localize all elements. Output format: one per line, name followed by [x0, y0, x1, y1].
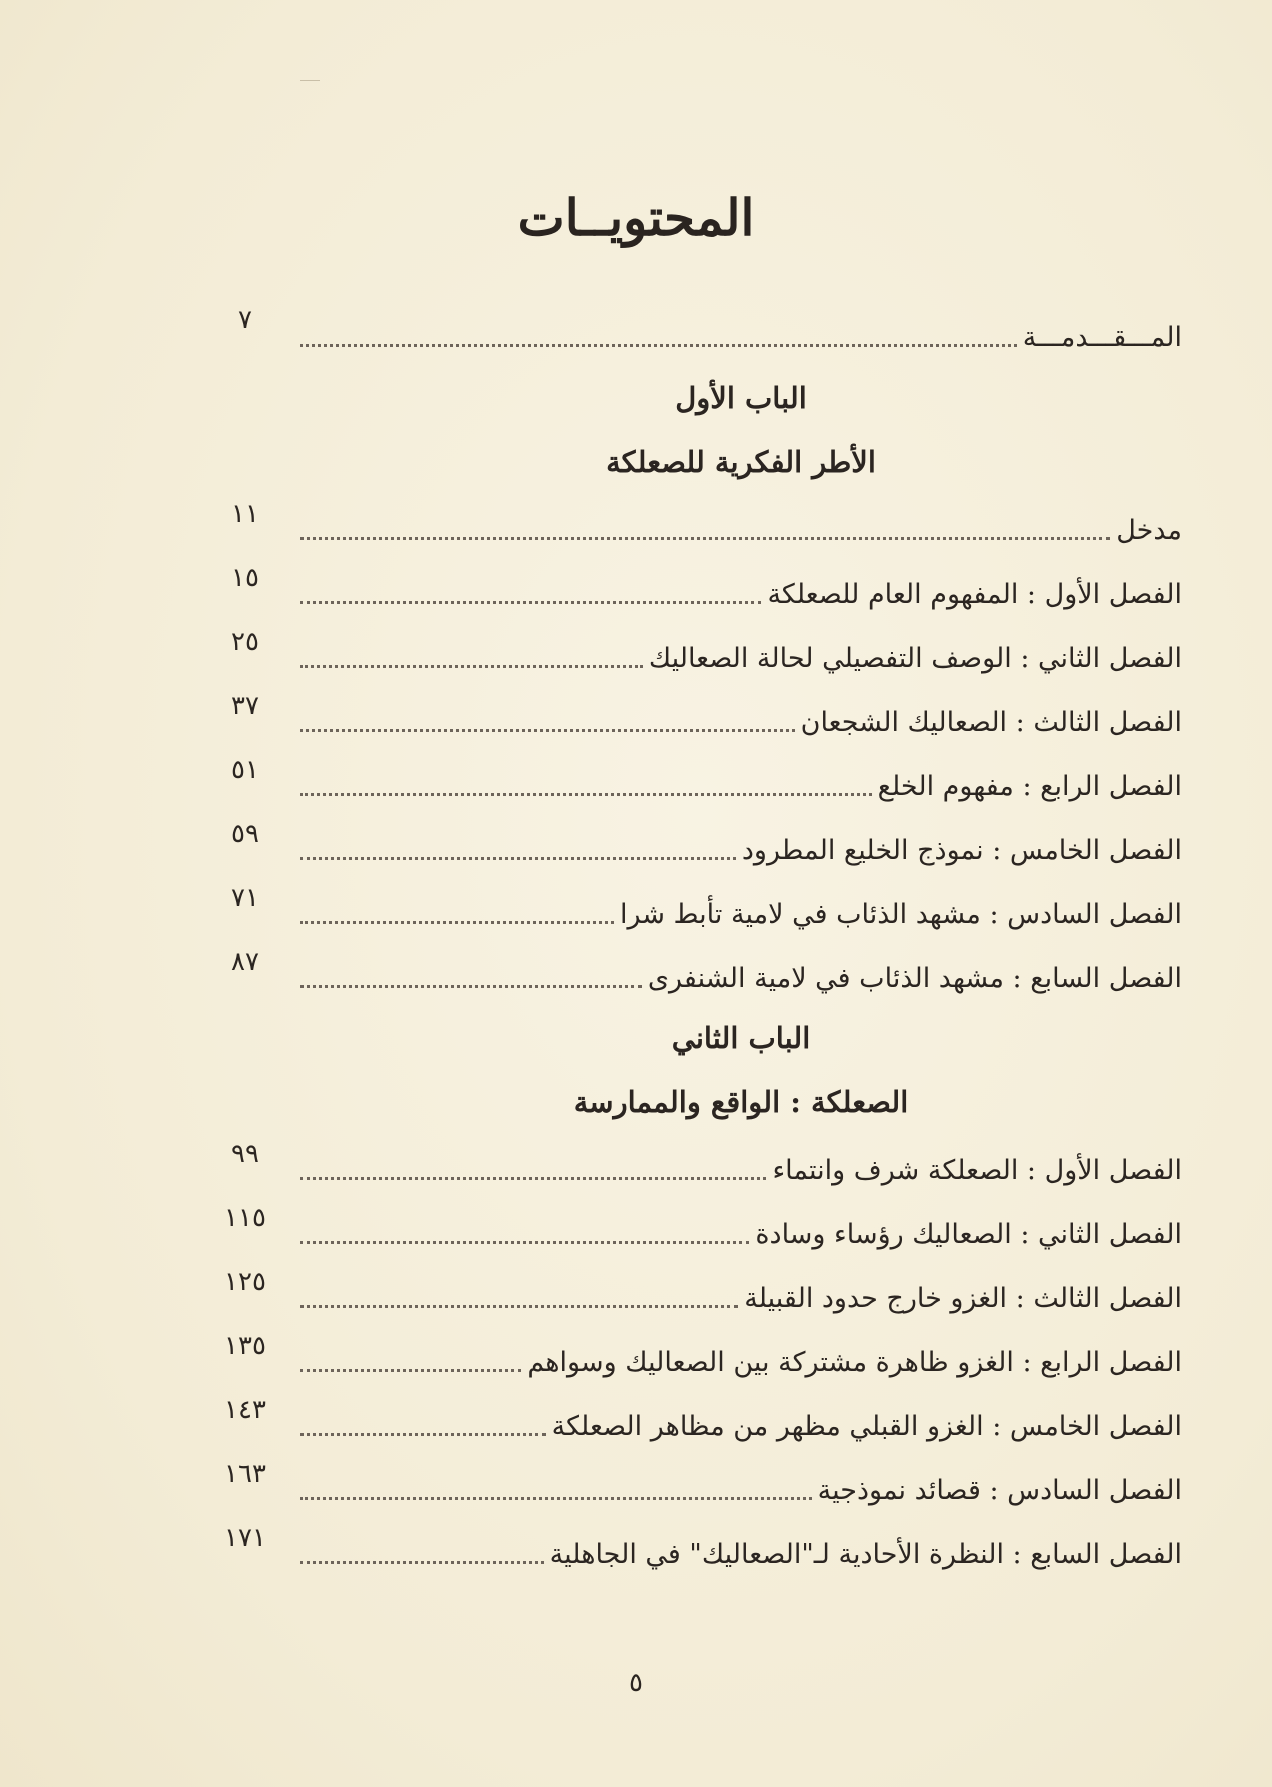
toc-entry[interactable] [300, 1341, 1182, 1381]
footer-page-number: ٥ [629, 1668, 643, 1698]
toc-entry-label: الفصل الأول : المفهوم العام للصعلكة [767, 579, 1182, 610]
toc-page-number: ١٤٣ [224, 1395, 266, 1425]
toc-entry[interactable] [300, 1149, 1182, 1189]
part-2-heading: الباب الثاني [671, 1021, 811, 1055]
part-1-subheading: الأطر الفكرية للصعلكة [606, 445, 876, 479]
leader-dots [300, 921, 614, 924]
leader-dots [300, 1305, 738, 1308]
toc-entry-label: الفصل السابع : مشهد الذئاب في لامية الشنفرى [647, 963, 1182, 994]
toc-entry[interactable] [300, 1469, 1182, 1509]
toc-page-number: ١٥ [231, 563, 259, 593]
leader-dots [300, 729, 795, 732]
toc-entry[interactable] [300, 765, 1182, 805]
leader-dots [300, 985, 642, 988]
toc-page-number: ١٦٣ [224, 1459, 266, 1489]
toc-page-number: ٥١ [231, 755, 259, 785]
toc-page-number: ٩٩ [231, 1139, 259, 1169]
leader-dots [300, 344, 1017, 347]
toc-page-number: ٥٩ [231, 819, 259, 849]
toc-page-number: ١٢٥ [224, 1267, 266, 1297]
toc-page-number: ٧١ [231, 883, 259, 913]
toc-page-number: ١٣٥ [224, 1331, 266, 1361]
toc-entry-intro[interactable] [300, 316, 1182, 356]
toc-entry-label: الفصل الرابع : مفهوم الخلع [877, 771, 1182, 802]
toc-entry-label: الفصل الخامس : نموذج الخليع المطرود [741, 835, 1182, 866]
leader-dots [300, 1433, 546, 1436]
toc-page-number: ٣٧ [231, 691, 259, 721]
toc-entry[interactable] [300, 829, 1182, 869]
toc-entry[interactable] [300, 957, 1182, 997]
toc-entry[interactable] [300, 637, 1182, 677]
leader-dots [300, 665, 643, 668]
toc-entry-label: الفصل الثالث : الصعاليك الشجعان [800, 707, 1182, 738]
toc-entry[interactable] [300, 1277, 1182, 1317]
leader-dots [300, 1241, 749, 1244]
toc-entry[interactable] [300, 701, 1182, 741]
leader-dots [300, 793, 872, 796]
part-2-subheading: الصعلكة : الواقع والممارسة [573, 1085, 909, 1119]
toc-entry-label: الفصل السادس : قصائد نموذجية [817, 1475, 1182, 1506]
leader-dots [300, 537, 1110, 540]
contents-title: المحتويــات [517, 188, 755, 247]
toc-entry-label: الفصل الثالث : الغزو خارج حدود القبيلة [744, 1283, 1182, 1314]
toc-page-number: ٢٥ [231, 627, 259, 657]
toc-entry-label: الفصل السادس : مشهد الذئاب في لامية تأبط شرا [619, 899, 1182, 930]
toc-entry[interactable] [300, 573, 1182, 613]
leader-dots [300, 1177, 766, 1180]
toc-page-number: ١١٥ [224, 1203, 266, 1233]
leader-dots [300, 1561, 544, 1564]
toc-entry-label: المـــقـــدمـــة [1022, 322, 1182, 353]
toc-page-number: ٨٧ [231, 947, 259, 977]
toc-entry-label: الفصل الثاني : الوصف التفصيلي لحالة الصعاليك [648, 643, 1182, 674]
leader-dots [300, 1369, 521, 1372]
leader-dots [300, 601, 761, 604]
toc-entry[interactable] [300, 1405, 1182, 1445]
toc-page-number: ١١ [231, 499, 259, 529]
toc-entry-label: الفصل الرابع : الغزو ظاهرة مشتركة بين الصعاليك وسواهم [527, 1347, 1182, 1378]
part-1-heading: الباب الأول [675, 381, 807, 415]
toc-entry[interactable] [300, 1213, 1182, 1253]
toc-entry-label: الفصل الثاني : الصعاليك رؤساء وسادة [755, 1219, 1182, 1250]
leader-dots [300, 857, 736, 860]
toc-entry-label: الفصل الأول : الصعلكة شرف وانتماء [772, 1155, 1182, 1186]
toc-entry[interactable] [300, 1533, 1182, 1573]
leader-dots [300, 1497, 812, 1500]
toc-page-number: ٧ [238, 305, 252, 335]
toc-page-number: ١٧١ [224, 1523, 266, 1553]
toc-entry-label: مدخل [1116, 515, 1182, 546]
toc-entry-label: الفصل السابع : النظرة الأحادية لـ"الصعاليك" في الجاهلية [549, 1539, 1182, 1570]
toc-entry[interactable] [300, 893, 1182, 933]
toc-entry[interactable] [300, 509, 1182, 549]
toc-entry-label: الفصل الخامس : الغزو القبلي مظهر من مظاهر الصعلكة [551, 1411, 1182, 1442]
